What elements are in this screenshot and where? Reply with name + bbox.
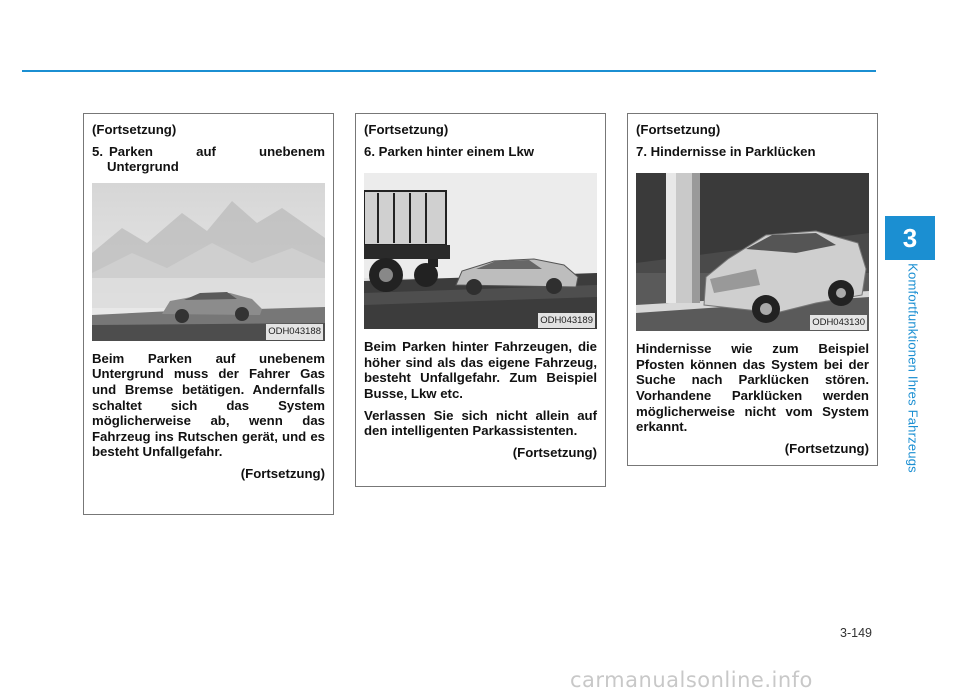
paragraph: Beim Parken auf unebenem Untergrund muss der Fahrer Gas und Bremse betätigen. Andernfalls schaltet sich das System möglicherweise ab, wenn das Fahrzeug ins Rutschen gerät, und es besteht Unfallgefahr.	[92, 350, 325, 460]
continued-label: (Fortsetzung)	[92, 122, 177, 137]
item-heading: 7. Hindernisse in Parklücken	[636, 143, 816, 159]
figure-obstacle	[636, 173, 869, 331]
item-heading-line1: Parken auf unebenem	[109, 143, 325, 159]
section-uneven-ground	[83, 113, 334, 515]
figure-code: ODH043188	[266, 324, 323, 340]
car-on-slope-illustration	[92, 183, 325, 341]
paragraph: Hindernisse wie zum Beispiel Pfosten können das System bei der Suche nach Parklücken stören. Vorhandene Parklücken werden möglicherweise nicht vom System erkannt.	[636, 341, 869, 435]
item-heading	[92, 144, 325, 160]
car-near-pillar-illustration	[636, 173, 869, 331]
section-truck-parking	[355, 113, 606, 487]
continued-label: (Fortsetzung)	[240, 465, 325, 481]
page-number: 3-149	[840, 626, 872, 640]
chapter-number-tab: 3	[885, 216, 935, 260]
item-heading-line2: Untergrund	[107, 159, 179, 175]
header-rule	[22, 70, 876, 72]
figure-code: ODH043130	[810, 315, 867, 331]
chapter-title: Komfortfunktionen Ihres Fahrzeugs	[905, 263, 921, 473]
figure-uneven-ground	[92, 183, 325, 341]
paragraph: Beim Parken hinter Fahrzeugen, die höher sind als das eigene Fahrzeug, besteht Unfallgefahr. Zum Beispiel Busse, Lkw etc.	[364, 339, 597, 401]
watermark-text: carmanualsonline.info	[570, 668, 813, 692]
continued-label: (Fortsetzung)	[636, 122, 721, 137]
figure-truck	[364, 173, 597, 329]
figure-code: ODH043189	[538, 313, 595, 329]
paragraph: Verlassen Sie sich nicht allein auf den intelligenten Parkassistenten.	[364, 407, 597, 439]
item-heading: 6. Parken hinter einem Lkw	[364, 143, 535, 159]
section-obstacles	[627, 113, 878, 466]
continued-label: (Fortsetzung)	[784, 440, 869, 456]
continued-label: (Fortsetzung)	[512, 444, 597, 460]
car-behind-truck-illustration	[364, 173, 597, 329]
item-number: 5.	[92, 143, 103, 159]
continued-label: (Fortsetzung)	[364, 122, 449, 137]
